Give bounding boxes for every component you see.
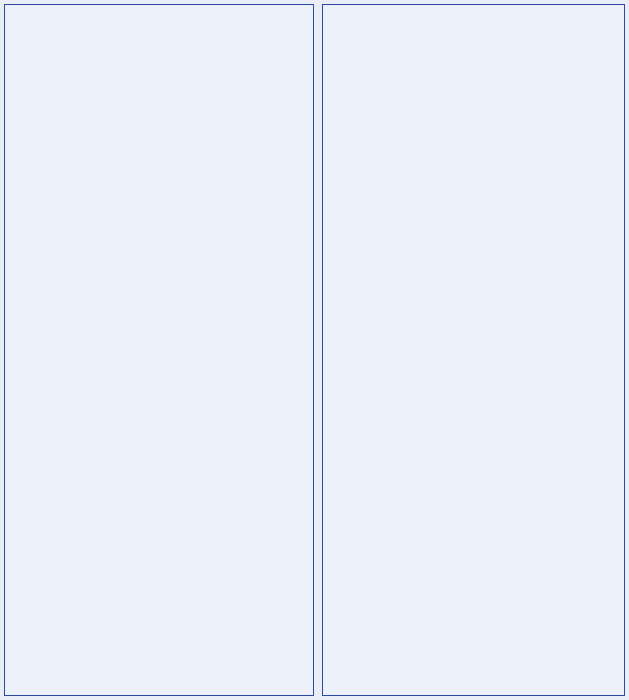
right-menu-column (322, 4, 625, 696)
left-menu-column (4, 4, 314, 696)
